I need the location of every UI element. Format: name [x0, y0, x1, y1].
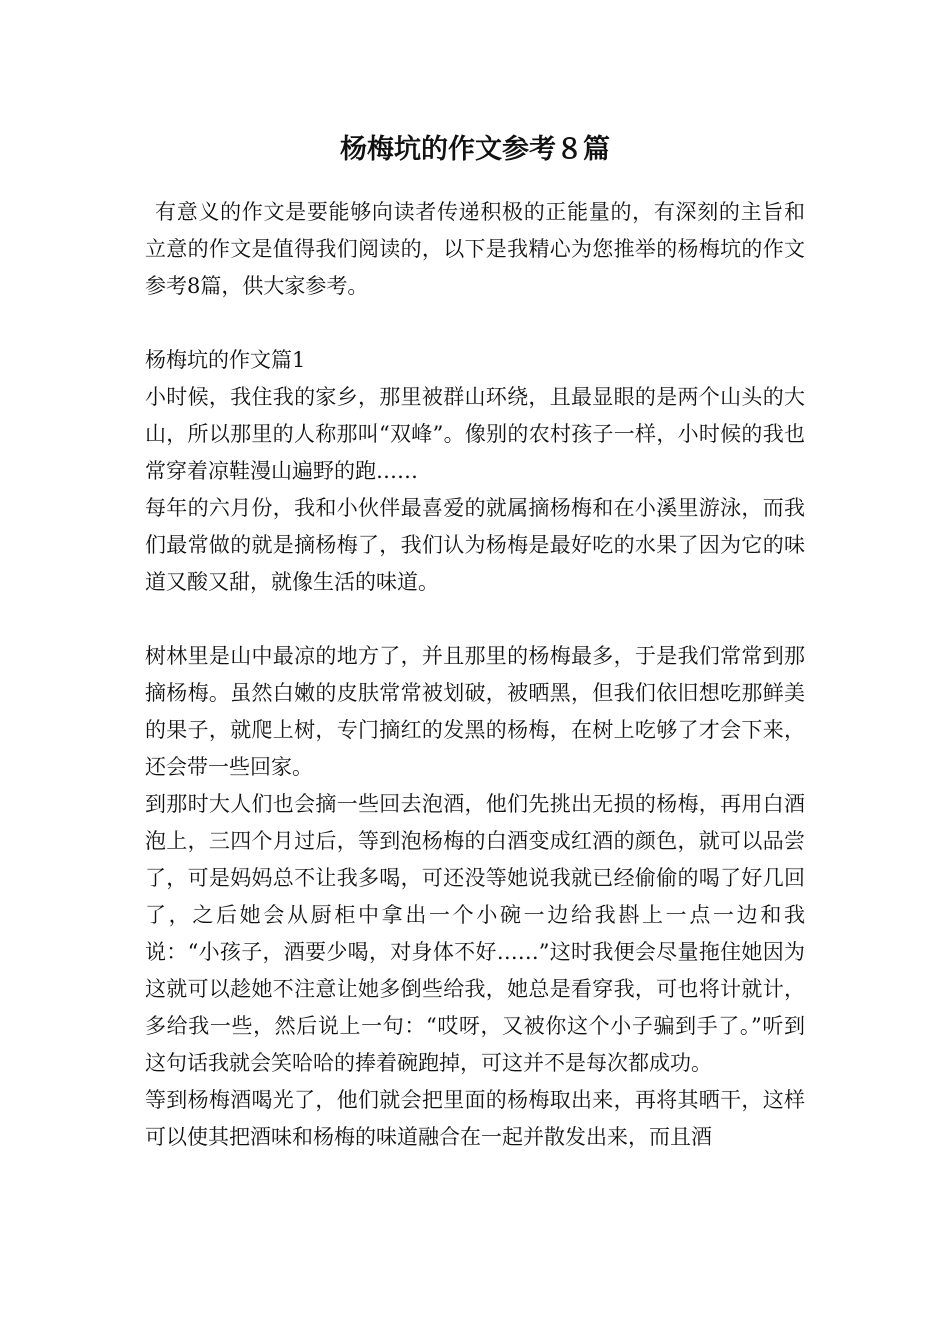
- paragraph-spacer: [145, 305, 805, 342]
- body-paragraph-2: 每年的六月份，我和小伙伴最喜爱的就属摘杨梅和在小溪里游泳，而我们最常做的就是摘杨梅了，我们认为杨梅是最好吃的水果了因为它的味道又酸又甜，就像生活的味道。: [145, 496, 805, 594]
- body-paragraph-4: 到那时大人们也会摘一些回去泡酒，他们先挑出无损的杨梅，再用白酒泡上，三四个月过后，等到泡杨梅的白酒变成红酒的颜色，就可以品尝了，可是妈妈总不让我多喝，可还没等她说我就已经偷偷的喝了好几回了，之后她会从厨柜中拿出一个小碗一边给我斟上一点一边和我说：“小孩子，酒要少喝，对身体不好……”这时我便会尽量拖住她因为这就可以趁她不注意让她多倒些给我，她总是看穿我，可也将计就计，多给我一些，然后说上一句：“哎呀，又被你这个小子骗到手了。”听到这句话我就会笑哈哈的捧着碗跑掉，可这并不是每次都成功。: [145, 792, 805, 1075]
- paragraph-spacer: [145, 601, 805, 638]
- body-paragraph-5: 等到杨梅酒喝光了，他们就会把里面的杨梅取出来，再将其晒干，这样可以使其把酒味和杨梅的味道融合在一起并散发出来，而且酒: [145, 1088, 805, 1149]
- section-heading: 杨梅坑的作文篇1: [145, 348, 306, 372]
- document-title: 杨梅坑的作文参考８篇: [340, 134, 610, 165]
- body-paragraph-1: 小时候，我住我的家乡，那里被群山环绕，且最显眼的是两个山头的大山，所以那里的人称那叫“双峰”。像别的农村孩子一样，小时候的我也常穿着凉鞋漫山遍野的跑……: [145, 385, 805, 483]
- intro-paragraph: 有意义的作文是要能够向读者传递积极的正能量的，有深刻的主旨和立意的作文是值得我们阅读的，以下是我精心为您推举的杨梅坑的作文参考8篇，供大家参考。: [145, 200, 805, 298]
- body-paragraph-3: 树林里是山中最凉的地方了，并且那里的杨梅最多，于是我们常常到那摘杨梅。虽然白嫩的皮肤常常被划破，被晒黑，但我们依旧想吃那鲜美的果子，就爬上树，专门摘红的发黑的杨梅，在树上吃够了才会下来，还会带一些回家。: [145, 644, 805, 779]
- document-body: [145, 194, 805, 1156]
